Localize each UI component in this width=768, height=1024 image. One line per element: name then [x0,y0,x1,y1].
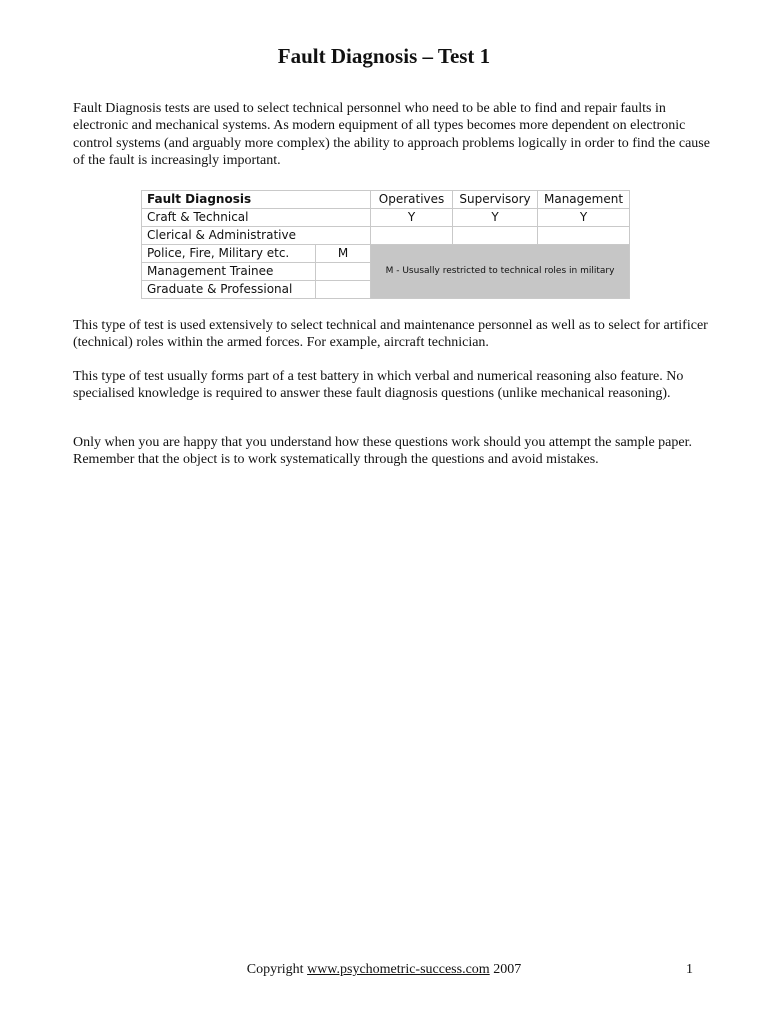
column-header-supervisory: Supervisory [453,191,538,209]
cell-graduate-flag [316,281,371,299]
cell-clerical-supervisory [453,227,538,245]
suitability-table [141,190,630,299]
cell-craft-supervisory: Y [453,209,538,227]
row-label-graduate-professional: Graduate & Professional [142,281,316,299]
copyright-year: 2007 [489,962,522,977]
column-header-operatives: Operatives [371,191,453,209]
page-number: 1 [686,962,693,977]
table-header-row [142,191,630,209]
table-note: M - Ususally restricted to technical roles in military [371,245,630,299]
advice-paragraph: Only when you are happy that you understand how these questions work should you attempt the sample paper. Remember that the object is to work systematically through the questions and avoid mistakes. [73,435,692,468]
cell-police-flag: M [316,245,371,263]
usage-paragraph: This type of test is used extensively to select technical and maintenance personnel as well as to select for artificer (technical) roles within the armed forces. For example, aircraft technician. [73,318,708,351]
website-link[interactable]: www.psychometric-success.com [307,962,490,977]
battery-paragraph: This type of test usually forms part of a test battery in which verbal and numerical reasoning also feature. No specialised knowledge is required to answer these fault diagnosis questions (unlike mechanical reasoning). [73,369,684,402]
row-label-management-trainee: Management Trainee [142,263,316,281]
cell-clerical-management [538,227,630,245]
cell-craft-management: Y [538,209,630,227]
page-title: Fault Diagnosis – Test 1 [277,44,491,68]
column-header-management: Management [538,191,630,209]
row-label-clerical-administrative: Clerical & Administrative [142,227,371,245]
table-title-cell: Fault Diagnosis [142,191,371,209]
row-label-police-fire-military: Police, Fire, Military etc. [142,245,316,263]
cell-clerical-operatives [371,227,453,245]
cell-craft-operatives: Y [371,209,453,227]
table-row [142,209,630,227]
copyright-prefix: Copyright [246,962,308,977]
table-row [142,245,630,263]
cell-trainee-flag [316,263,371,281]
table-row [142,227,630,245]
footer-copyright [0,962,768,978]
row-label-craft-technical: Craft & Technical [142,209,371,227]
intro-paragraph: Fault Diagnosis tests are used to select technical personnel who need to be able to find and repair faults in electronic and mechanical systems. As modern equipment of all types becomes more dependent on electronic control systems (and arguably more complex) the ability to approach problems logically in order to find the cause of the fault is increasingly important. [73,101,710,168]
